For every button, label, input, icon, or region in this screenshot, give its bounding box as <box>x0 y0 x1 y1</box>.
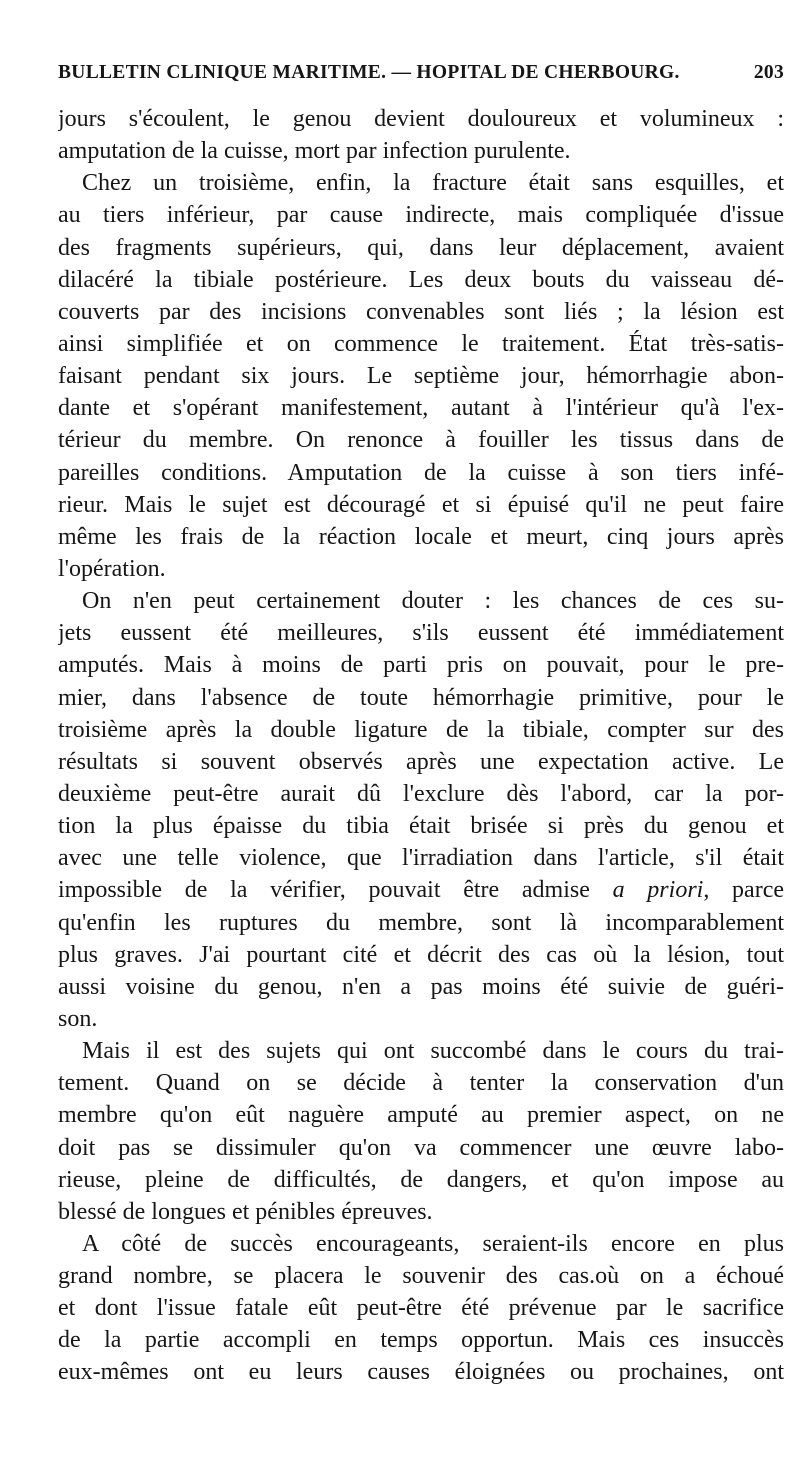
text-line: pareilles conditions. Amputation de la cuisse à son tiers infé- <box>58 459 784 486</box>
page-number: 203 <box>753 62 784 83</box>
running-title: BULLETIN CLINIQUE MARITIME. — HOPITAL DE CHERBOURG. <box>58 62 680 83</box>
text-line: faisant pendant six jours. Le septième jour, hémorrhagie abon- <box>58 363 784 390</box>
text-line: avec une telle violence, que l'irradiation dans l'article, s'il était <box>58 845 784 872</box>
text-line: plus graves. J'ai pourtant cité et décrit des cas où la lésion, tout <box>58 941 784 968</box>
text-line: aussi voisine du genou, n'en a pas moins été suivie de guéri- <box>58 973 784 1000</box>
text-line: dilacéré la tibiale postérieure. Les deux bouts du vaisseau dé- <box>58 266 784 293</box>
text-line: jours s'écoulent, le genou devient douloureux et volumineux : <box>58 106 784 132</box>
italic-phrase: a priori <box>612 877 704 904</box>
text-line: dante et s'opérant manifestement, autant à l'intérieur qu'à l'ex- <box>58 395 784 422</box>
text-line: mier, dans l'absence de toute hémorrhagie primitive, pour le <box>58 684 784 711</box>
body-text <box>58 103 784 1389</box>
text-line: résultats si souvent observés après une expectation active. Le <box>58 748 784 775</box>
text-line: blessé de longues et pénibles épreuves. <box>58 1198 433 1225</box>
text-line: rieuse, pleine de difficultés, de dangers, et qu'on impose au <box>58 1166 784 1193</box>
text-line: son. <box>58 1005 98 1032</box>
text-line: Mais il est des sujets qui ont succombé dans le cours du trai- <box>82 1038 784 1065</box>
text-line: qu'enfin les ruptures du membre, sont là incomparablement <box>58 909 784 936</box>
text-line: On n'en peut certainement douter : les chances de ces su- <box>82 588 784 615</box>
text-line: tion la plus épaisse du tibia était brisée si près du genou et <box>58 813 784 840</box>
text-line: membre qu'on eût naguère amputé au premier aspect, on ne <box>58 1102 784 1129</box>
text-line: des fragments supérieurs, qui, dans leur déplacement, avaient <box>58 234 784 261</box>
text-line: doit pas se dissimuler qu'on va commencer une œuvre labo- <box>58 1134 784 1161</box>
text-line: au tiers inférieur, par cause indirecte, mais compliquée d'issue <box>58 202 784 229</box>
text-line: jets eussent été meilleures, s'ils eussent été immédiatement <box>58 620 784 647</box>
text-line: troisième après la double ligature de la tibiale, compter sur des <box>58 716 784 743</box>
text-line: ainsi simplifiée et on commence le traitement. État très-satis- <box>58 330 784 357</box>
text-line: même les frais de la réaction locale et meurt, cinq jours après <box>58 523 784 550</box>
text-line: térieur du membre. On renonce à fouiller les tissus dans de <box>58 427 784 454</box>
text-line <box>58 874 784 906</box>
running-head <box>58 62 784 92</box>
text-line: tement. Quand on se décide à tenter la conservation d'un <box>58 1070 784 1097</box>
text-line: de la partie accompli en temps opportun. Mais ces insuccès <box>58 1327 784 1354</box>
text-line: eux-mêmes ont eu leurs causes éloignées ou prochaines, ont <box>58 1359 784 1386</box>
text-segment: , parce <box>703 877 784 904</box>
text-line: et dont l'issue fatale eût peut-être été prévenue par le sacrifice <box>58 1295 784 1322</box>
text-line: deuxième peut-être aurait dû l'exclure dès l'abord, car la por- <box>58 780 784 807</box>
text-line: grand nombre, se placera le souvenir des cas.où on a échoué <box>58 1263 784 1290</box>
text-segment: impossible de la vérifier, pouvait être admise <box>58 877 613 904</box>
text-line: rieur. Mais le sujet est découragé et si épuisé qu'il ne peut faire <box>58 491 784 518</box>
text-line: A côté de succès encourageants, seraient-ils encore en plus <box>82 1230 784 1257</box>
text-line: Chez un troisième, enfin, la fracture était sans esquilles, et <box>82 170 784 197</box>
text-line: amputés. Mais à moins de parti pris on pouvait, pour le pre- <box>58 652 784 679</box>
text-line: l'opération. <box>58 555 166 582</box>
text-line: amputation de la cuisse, mort par infection purulente. <box>58 138 571 165</box>
text-line: couverts par des incisions convenables sont liés ; la lésion est <box>58 298 784 325</box>
